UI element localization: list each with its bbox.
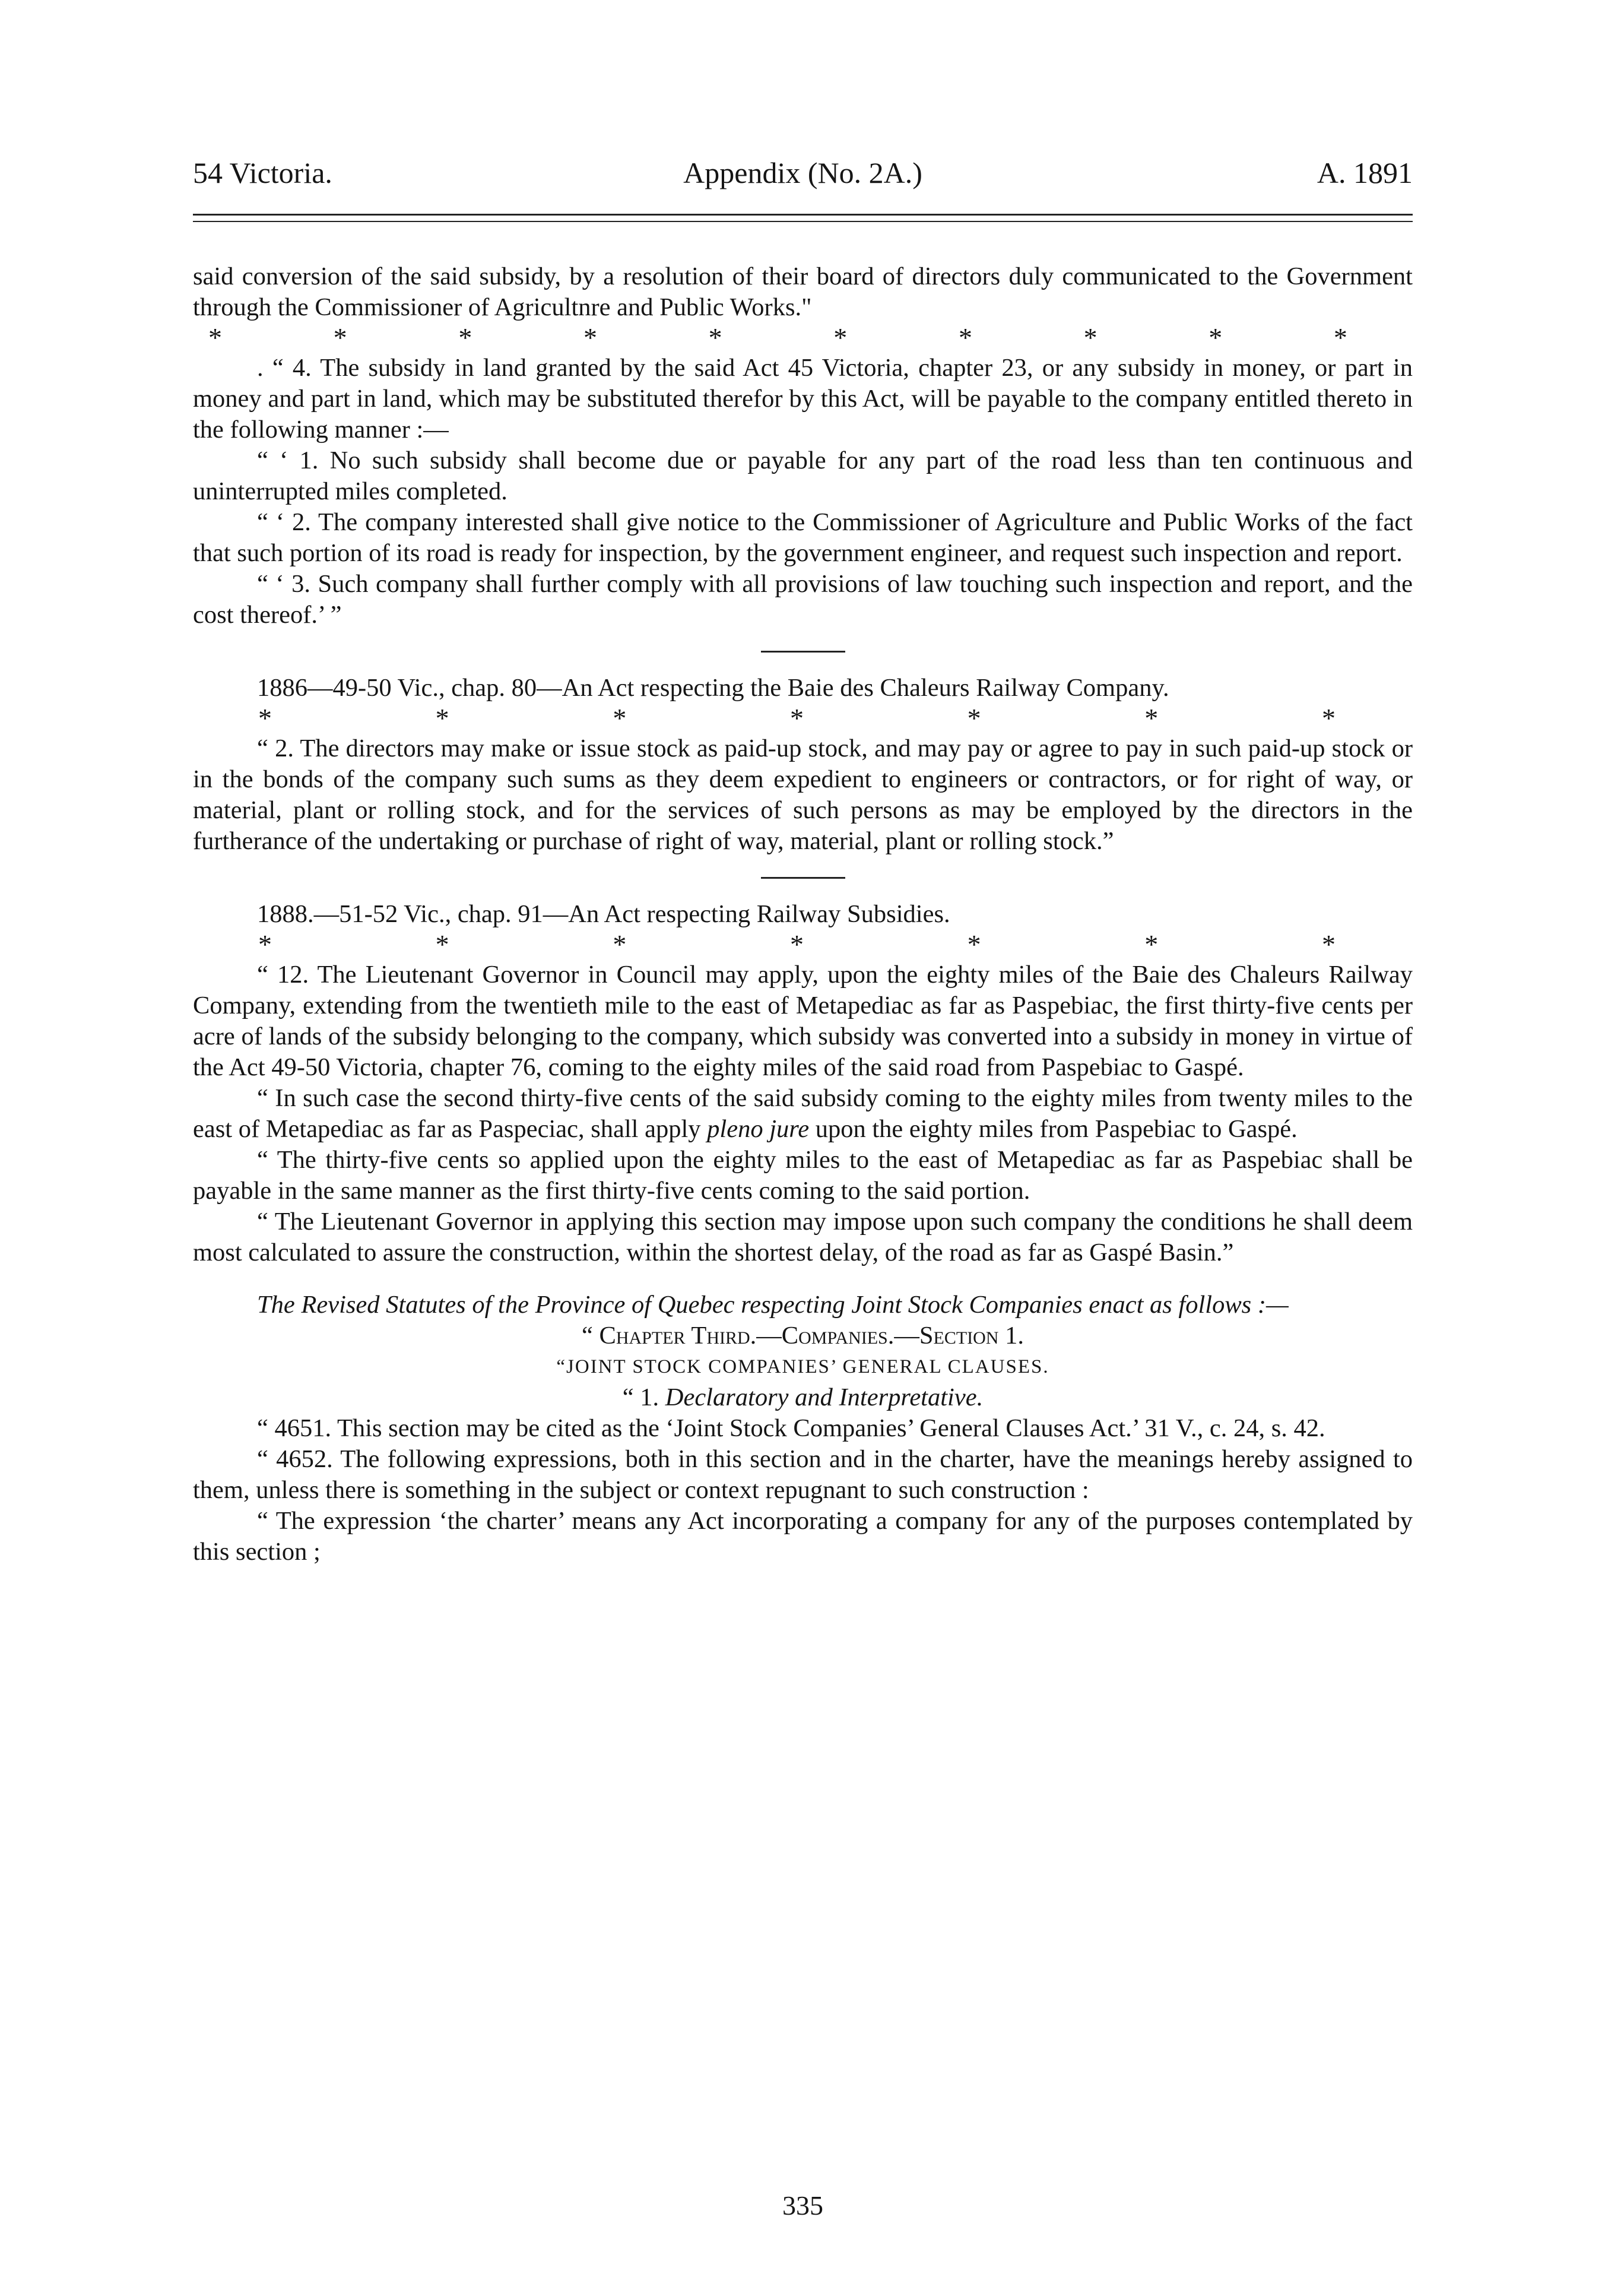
- subsection-title: Declaratory and Interpretative.: [665, 1383, 984, 1411]
- statute-intro: [193, 1290, 1413, 1320]
- paragraph: “ 2. The directors may make or issue stock as paid-up stock, and may pay or agree to pay in such paid-up stock or in the bonds of the company such sums as they deem expedient to engineers or contractors, or for right of way, or material, plant or rolling stock, and for the services of such persons as may be employed by the directors in the furtherance of the undertaking or purchase of right of way, material, plant or rolling stock.”: [193, 734, 1413, 855]
- paragraph: . “ 4. The subsidy in land granted by the said Act 45 Victoria, chapter 23, or any subsidy in money, or part in money and part in land, which may be substituted therefor by this Act, will be payable to the company entitled thereto in the following manner :—: [193, 354, 1413, 444]
- header-session: 54 Victoria.: [193, 156, 332, 189]
- section-divider: [761, 651, 845, 653]
- section-divider: [761, 877, 845, 879]
- header-appendix: Appendix (No. 2A.): [683, 156, 922, 189]
- paragraph: “ The thirty-five cents so applied upon the eighty miles to the east of Metapediac as far as Paspebiac shall be payable in the same manner as the first thirty-five cents coming to the said portion.: [193, 1146, 1413, 1205]
- paragraph: said conversion of the said subsidy, by a resolution of their board of directors duly communicated to the Government through the Commissioner of Agricultnre and Public Works.": [193, 262, 1413, 321]
- paragraph-text: “ In such case the second thirty-five cents of the said subsidy coming to the eighty miles from twenty miles to the east of Metapediac as far as Paspeciac, shall apply: [193, 1084, 1413, 1143]
- paragraph: “ ‘ 2. The company interested shall give notice to the Commissioner of Agriculture and Public Works of the fact that such portion of its road is ready for inspection, by the government engineer, and request such inspection and report.: [193, 508, 1413, 567]
- paragraph: “ The Lieutenant Governor in applying this section may impose upon such company the conditions he shall deem most calculated to assure the construction, within the shortest delay, of the road as far as Gaspé Basin.”: [193, 1208, 1413, 1266]
- statute-intro-text: The Revised Statutes of the Province of Quebec respecting Joint Stock Companies enact as follows :—: [257, 1291, 1289, 1319]
- page-number: 335: [782, 2190, 823, 2221]
- asterisk-row: * * * * * * *: [258, 703, 1336, 733]
- chapter-heading: “ Chapter Third.—Companies.—Section 1.: [582, 1322, 1024, 1350]
- asterisk-row: * * * * * * * * * *: [208, 322, 1347, 353]
- paragraph: “ ‘ 1. No such subsidy shall become due or payable for any part of the road less than ten continuous and uninterrupted miles completed.: [193, 446, 1413, 505]
- paragraph: “ 4651. This section may be cited as the ‘Joint Stock Companies’ General Clauses Act.’ 31 V., c. 24, s. 42.: [257, 1414, 1325, 1442]
- subsection-number: “ 1.: [622, 1383, 659, 1411]
- act-title: 1886—49-50 Vic., chap. 80—An Act respecting the Baie des Chaleurs Railway Company.: [257, 674, 1169, 702]
- paragraph-text: upon the eighty miles from Paspebiac to Gaspé.: [815, 1115, 1298, 1143]
- act-title: 1888.—51-52 Vic., chap. 91—An Act respecting Railway Subsidies.: [257, 900, 950, 928]
- page-body: [193, 261, 1413, 1567]
- header-year: A. 1891: [1317, 156, 1413, 189]
- header-double-rule: [193, 214, 1413, 222]
- clauses-heading: “JOINT STOCK COMPANIES’ GENERAL CLAUSES.: [556, 1356, 1049, 1377]
- asterisk-row: * * * * * * *: [258, 929, 1336, 959]
- paragraph: “ ‘ 3. Such company shall further comply with all provisions of law touching such inspection and report, and the cost thereof.’ ”: [193, 570, 1413, 629]
- paragraph: “ 4652. The following expressions, both in this section and in the charter, have the meanings hereby assigned to them, unless there is something in the subject or context repugnant to such construction :: [193, 1445, 1413, 1504]
- spacer: [193, 1268, 1413, 1290]
- running-header: [193, 156, 1413, 197]
- subsection-heading: [193, 1382, 1413, 1413]
- paragraph: [193, 1083, 1413, 1145]
- paragraph: “ 12. The Lieutenant Governor in Council may apply, upon the eighty miles of the Baie des Chaleurs Railway Company, extending from the twentieth mile to the east of Metapediac as far as Paspebiac, the first thirty-five cents per acre of lands of the subsidy belonging to the company, which subsidy was converted into a subsidy in money in virtue of the Act 49-50 Victoria, chapter 76, coming to the eighty miles of the said road from Paspebiac to Gaspé.: [193, 961, 1413, 1081]
- paragraph: “ The expression ‘the charter’ means any Act incorporating a company for any of the purposes contemplated by this section ;: [193, 1507, 1413, 1566]
- latin-phrase: pleno jure: [707, 1115, 810, 1143]
